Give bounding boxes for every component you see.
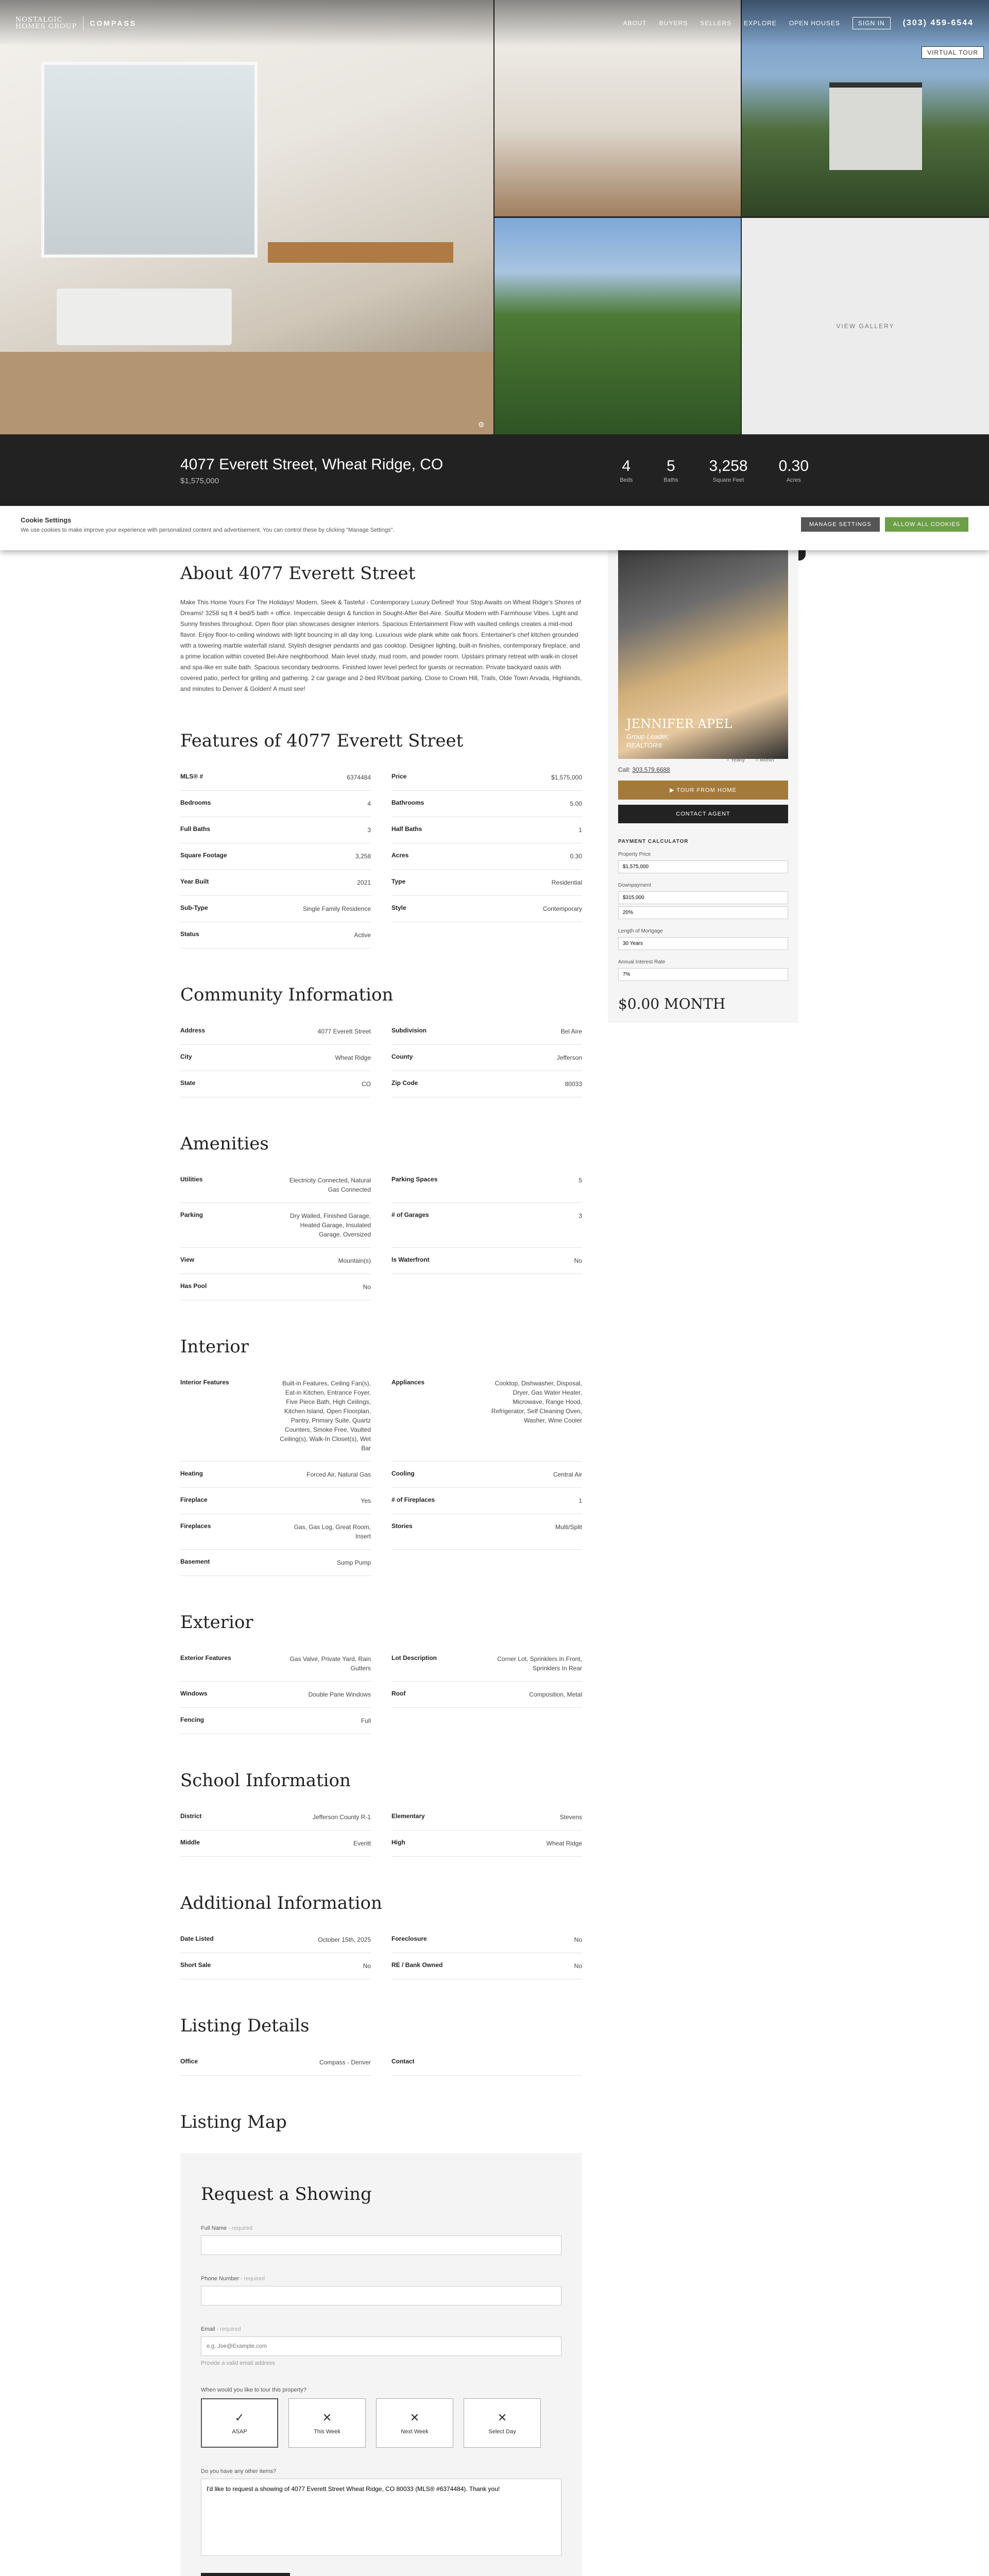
compass-logo: COMPASS [90,19,137,27]
detail-key: Office [180,2058,198,2065]
notes-field-group [201,2468,561,2557]
nav-about[interactable]: ABOUT [623,20,647,27]
detail-row [391,1167,582,1203]
agent-title [626,732,669,750]
detail-value: 2021 [357,879,371,886]
interior-title: Interior [180,1336,249,1357]
tour-option-asap[interactable] [201,2398,278,2448]
amenities-section [180,1133,582,1300]
detail-key: Basement [180,1558,210,1565]
detail-value: 3,258 [355,853,371,860]
detail-value: Gas Valve, Private Yard, Rain Gutters [289,1655,371,1672]
detail-value: Forced Air, Natural Gas [306,1471,371,1478]
listing-price: $1,575,000 [180,476,219,485]
request-showing-button[interactable] [201,2573,290,2576]
school-table [180,1804,582,1857]
required-marker: - required [228,2225,253,2231]
detail-row [180,1514,371,1550]
tour-option-label: Select Day [488,2429,516,2435]
detail-key: View [180,1256,195,1263]
detail-key: Elementary [391,1812,425,1820]
name-label-text: Full Name [201,2225,227,2231]
agent-sidebar [608,537,798,1023]
detail-row [180,1167,371,1203]
detail-value: Contemporary [542,905,582,912]
detail-value: No [574,1257,582,1264]
content-wrapper [0,506,989,2576]
tour-option-this-week[interactable] [288,2398,366,2448]
detail-value: No [574,1936,582,1943]
about-body: Make This Home Yours For The Holidays! Modern, Sleek & Tasteful - Contemporary Luxury Defined! Your Stop Awaits on Wheat Ridge's Shores of Dreams! 3258 sq ft 4 bed/5 bath + office. Impeccable design & function in Sought-After Bel-Aire. Soulful Modern with Farmhouse Vibes. Light and Sunny finishes throughout. Open floor plan showcases designer interiors. Spacious Entertainment Flow with vaulted ceilings creates a mid-mod flavor. Enjoy floor-to-ceiling windows with light bouncing in all day long. Luxurious wide plank white oak floors. Entertainer's chef kitchen grounded with a towering marble waterfall island. Stylish designer pendants and gas cooktop. Designer lighting, built-in finishes, contemporary fireplace, and a prime location within coveted Bel-Aire neighborhood. Main level study, mud room, and powder room. Upstairs primary retreat with walk-in closet and spa-like en suite bath. Spacious secondary bedrooms. Finished lower level perfect for guests or recreation. Private backyard oasis with covered patio, perfect for grilling and gathering. 2 car garage and 2-bed RV/boat parking. Close to Crown Hill, Trails, Olde Town Arvada, Highlands, and minutes to Denver & Golden! A must see! [180,599,582,692]
detail-key: High [391,1839,405,1846]
detail-key: Heating [180,1470,203,1477]
detail-value: Dry Walled, Finished Garage, Heated Garage, Insulated Garage, Oversized [290,1212,371,1238]
detail-value: 3 [578,1212,582,1219]
detail-key: Middle [180,1839,200,1846]
rate-label: Annual Interest Rate [618,959,666,965]
length-label: Length of Mortgage [618,928,663,934]
detail-row [391,1804,582,1831]
detail-value: Built-in Features, Ceiling Fan(s), Eat-in Kitchen, Entrance Foyer, Five Piece Bath, High Ceilings, Kitchen Island, Open Floorplan, Pantry, Primary Suite, Quartz Counters, Smoke Free, Vaulted Ceiling(s), Walk-In Closet(s), Wet Bar [280,1380,371,1452]
stat-beds [620,457,633,483]
detail-row [180,765,371,791]
additional-section [180,1893,582,1979]
agent-title-line1: Group Leader, [626,733,670,740]
notes-textarea[interactable] [201,2479,561,2556]
detail-row [391,1462,582,1488]
detail-row [180,1550,371,1576]
listing-details-section [180,2015,582,2076]
sign-in-button[interactable]: SIGN IN [852,17,891,29]
detail-row [391,1071,582,1097]
gallery-main-photo[interactable] [0,0,493,434]
contact-agent-button[interactable]: CONTACT AGENT [618,805,788,823]
stat-value: 3,258 [709,457,748,474]
nav-open-houses[interactable]: OPEN HOUSES [789,20,840,27]
brand[interactable] [15,16,137,30]
detail-row [391,1514,582,1550]
stat-label: Baths [663,477,678,483]
detail-row [391,896,582,922]
request-showing-form [180,2153,582,2576]
cookie-banner [0,506,989,550]
stat-label: Square Feet [712,477,744,483]
property-price-input[interactable] [618,860,788,873]
detail-row [391,765,582,791]
detail-key: MLS® # [180,773,203,780]
detail-value: 80033 [565,1080,582,1088]
detail-row [391,1682,582,1708]
detail-value: Everitt [353,1840,371,1847]
radio-yearly[interactable]: ○ Yearly [726,757,745,763]
detail-key: Fencing [180,1716,204,1723]
listing-address: 4077 Everett Street, Wheat Ridge, CO [180,455,444,473]
detail-key: Windows [180,1690,208,1697]
detail-key: Lot Description [391,1654,437,1662]
stat-label: Beds [620,477,633,483]
header-phone[interactable]: (303) 459-6544 [902,19,974,27]
nav-explore[interactable]: EXPLORE [744,20,777,27]
detail-row [391,817,582,843]
detail-value: Mountain(s) [338,1257,371,1264]
about-section [180,563,582,694]
agent-title-line2: REALTOR® [626,741,662,749]
main-nav [623,17,974,29]
detail-key: Acres [391,852,409,859]
amenities-title: Amenities [180,1133,269,1154]
down-label: Downpayment [618,883,651,888]
close-icon: ✕ [322,2411,332,2424]
nav-buyers[interactable]: BUYERS [659,20,688,27]
radio-label: Month [759,757,774,763]
detail-row [391,1488,582,1514]
detail-value: Full [361,1717,371,1724]
listing-map-section [180,2112,582,2132]
detail-row [391,1646,582,1682]
detail-key: Stories [391,1522,413,1530]
detail-row [180,896,371,922]
stat-baths [663,457,678,483]
detail-key: Type [391,878,406,885]
detail-key: Subdivision [391,1027,427,1034]
gear-icon[interactable]: ⚙ [478,420,485,429]
cookie-title: Cookie Settings [21,516,72,524]
detail-row [180,1071,371,1097]
detail-value: Compass - Denver [319,2059,371,2066]
detail-key: Short Sale [180,1961,211,1969]
site-header [0,0,989,46]
detail-key: Exterior Features [180,1654,231,1662]
interest-rate-input[interactable] [618,968,788,981]
agent-phone-link[interactable]: 303.579.6688 [632,766,670,773]
stat-value: 0.30 [778,457,809,474]
listing-map-title: Listing Map [180,2112,287,2132]
tour-field-group [201,2387,561,2448]
payment-period-radios [726,757,774,763]
detail-value: No [363,1283,371,1291]
tour-option-label: ASAP [232,2429,247,2435]
tour-from-home-button[interactable] [618,781,788,800]
detail-value: 1 [578,1497,582,1504]
detail-value: 5.00 [570,800,582,807]
detail-row [180,1370,371,1462]
detail-key: Year Built [180,878,209,885]
detail-row [180,1274,371,1300]
listing-stats [620,457,809,483]
detail-value: Wheat Ridge [546,1840,582,1847]
detail-value: 1 [578,826,582,834]
photo-house [829,82,922,170]
detail-key: Has Pool [180,1282,207,1290]
brand-line1: NOSTALGIC [15,16,63,24]
detail-value: 5 [578,1177,582,1184]
detail-row [391,1927,582,1953]
detail-value: Residential [551,879,582,886]
features-section [180,731,582,948]
community-table [180,1019,582,1097]
detail-key: State [180,1079,196,1087]
nav-sellers[interactable]: SELLERS [700,20,732,27]
phone-label-text: Phone Number [201,2276,239,2282]
view-gallery-label: VIEW GALLERY [836,323,895,330]
mortgage-length-select[interactable] [618,937,788,950]
detail-value: Stevens [559,1814,582,1821]
detail-key: Zip Code [391,1079,418,1087]
stat-value: 4 [622,457,631,474]
detail-row [391,1248,582,1274]
agent-photo [618,548,788,759]
photo-gallery [0,0,989,434]
tour-button-label: TOUR FROM HOME [676,787,737,793]
detail-value: Corner Lot, Sprinklers In Front, Sprinklers In Rear [497,1655,582,1672]
detail-row [180,2049,371,2076]
manage-settings-button[interactable]: MANAGE SETTINGS [801,517,880,532]
detail-row [391,1203,582,1248]
detail-key: # of Fireplaces [391,1496,435,1503]
detail-key: RE / Bank Owned [391,1961,443,1969]
cookie-text: We use cookies to make improve your experience with personalized content and advertisement. You can control these by clicking "Manage Settings". [21,527,395,533]
detail-key: Cooling [391,1470,415,1477]
photo-sofa [57,289,232,345]
detail-row [180,1927,371,1953]
detail-key: Style [391,904,406,911]
email-field-group [201,2326,561,2366]
amenities-table [180,1167,582,1300]
allow-cookies-button[interactable]: ALLOW ALL COOKIES [885,517,968,532]
detail-key: Full Baths [180,825,211,833]
detail-row [391,2049,582,2076]
school-title: School Information [180,1770,351,1791]
detail-key: Parking Spaces [391,1176,438,1183]
detail-key: Foreclosure [391,1935,427,1942]
additional-title: Additional Information [180,1893,382,1913]
name-field-group [201,2225,561,2255]
detail-key: Half Baths [391,825,422,833]
phone-input[interactable] [201,2286,561,2306]
payment-calculator [618,839,788,1012]
close-icon: ✕ [497,2411,507,2424]
detail-row [180,1248,371,1274]
detail-row [391,1953,582,1979]
detail-value: 6374484 [347,774,371,781]
detail-value: CO [362,1080,371,1088]
stat-label: Acres [786,477,801,483]
detail-value: Jefferson [556,1054,582,1061]
detail-value: No [363,1962,371,1970]
detail-row [391,1370,582,1462]
detail-row [180,1019,371,1045]
photo-floor [0,352,493,434]
detail-row [180,922,371,948]
listing-details-title: Listing Details [180,2015,310,2036]
detail-value: Cooktop, Dishwasher, Disposal, Dryer, Gas Water Heater, Microwave, Range Hood, Refrigerator, Self Cleaning Oven, Washer, Wine Cooler [491,1380,582,1424]
detail-row [180,1646,371,1682]
radio-label: Yearly [730,757,745,763]
interior-table [180,1370,582,1576]
detail-key: # of Garages [391,1211,429,1218]
detail-row [391,870,582,896]
detail-value: Composition, Metal [529,1691,582,1698]
detail-row [391,843,582,870]
detail-key: Is Waterfront [391,1256,430,1263]
detail-value: Central Air [553,1471,582,1478]
downpayment-input[interactable] [618,891,788,904]
detail-value: 4 [367,800,371,807]
video-icon: ▶ [670,787,677,793]
detail-row [180,1804,371,1831]
detail-row [180,817,371,843]
school-section [180,1770,582,1857]
email-label [201,2326,561,2332]
tour-option-next-week[interactable] [376,2398,453,2448]
brand-line2: HOMES GROUP [15,23,77,30]
detail-value: 0.30 [570,853,582,860]
exterior-table [180,1646,582,1734]
detail-key: Utilities [180,1176,203,1183]
detail-key: Sub-Type [180,904,208,911]
call-label: Call: [618,766,631,773]
detail-key: Price [391,773,407,780]
agent-call [618,766,788,773]
detail-row [391,1831,582,1857]
request-title: Request a Showing [201,2184,372,2205]
interior-section [180,1336,582,1576]
brand-logo[interactable] [15,16,77,30]
detail-row [391,791,582,817]
detail-key: Square Footage [180,852,227,859]
detail-key: Parking [180,1211,203,1218]
detail-key: Fireplace [180,1496,208,1503]
agent-name: JENNIFER APEL [626,717,732,731]
phone-label [201,2276,561,2282]
detail-row [391,1045,582,1071]
notes-label: Do you have any other items? [201,2468,277,2475]
detail-key: Fireplaces [180,1522,211,1530]
photo-table [268,242,453,263]
detail-row [180,1708,371,1734]
email-hint: Provide a valid email address [201,2360,275,2366]
detail-key: Bedrooms [180,799,211,806]
detail-key: Contact [391,2058,415,2065]
detail-value: 4077 Everett Street [317,1028,371,1035]
detail-key: County [391,1053,413,1060]
email-input[interactable] [201,2336,561,2356]
detail-row [180,791,371,817]
detail-value: Bel Aire [560,1028,582,1035]
detail-value: 3 [367,826,371,834]
detail-key: Date Listed [180,1935,214,1942]
tour-option-label: This Week [314,2429,340,2435]
virtual-tour-button[interactable]: VIRTUAL TOUR [922,46,984,59]
tour-options [201,2398,561,2448]
view-gallery-button[interactable] [742,218,989,434]
features-title: Features of 4077 Everett Street [180,731,464,751]
radio-month[interactable]: ○ Month [755,757,774,763]
stat-acres [779,457,809,483]
exterior-section [180,1612,582,1734]
detail-row [180,1045,371,1071]
community-title: Community Information [180,985,394,1005]
detail-row [180,1488,371,1514]
photo-window [41,62,258,258]
monthly-payment: $0.00 MONTH [618,995,726,1012]
email-label-text: Email [201,2326,215,2332]
check-icon: ✓ [234,2411,245,2424]
detail-value: Electricity Connected, Natural Gas Connected [289,1177,371,1193]
main-content [180,506,582,2576]
required-marker: - required [216,2326,241,2332]
detail-value: Jefferson County R-1 [312,1814,371,1821]
price-label: Property Price [618,852,651,857]
detail-row [180,843,371,870]
listing-details-table [180,2049,582,2076]
community-section [180,985,582,1097]
gallery-thumb-3[interactable] [494,218,741,434]
detail-value: Double Pane Windows [308,1691,371,1698]
listing-bar [0,434,989,506]
detail-key: Roof [391,1690,406,1697]
detail-value: Gas, Gas Log, Great Room, Insert [294,1523,371,1540]
close-icon: ✕ [410,2411,420,2424]
detail-key: Interior Features [180,1379,229,1386]
detail-value: Wheat Ridge [335,1054,371,1061]
full-name-input[interactable] [201,2235,561,2255]
phone-field-group [201,2276,561,2306]
tour-option-select-day[interactable] [464,2398,541,2448]
required-marker: - required [241,2276,265,2282]
name-label [201,2225,561,2231]
detail-key: Appliances [391,1379,425,1386]
tour-option-label: Next Week [401,2429,429,2435]
detail-row [180,1953,371,1979]
stat-sqft [709,457,748,483]
tour-label: When would you like to tour this property? [201,2387,306,2393]
about-title: About 4077 Everett Street [180,563,416,584]
detail-value: October 15th, 2025 [318,1936,371,1943]
detail-row [180,870,371,896]
cookie-buttons [801,517,968,532]
detail-key: City [180,1053,192,1060]
detail-value: Active [354,931,371,939]
calculator-title: PAYMENT CALCULATOR [618,839,689,844]
detail-key: District [180,1812,202,1820]
detail-value: No [574,1962,582,1970]
features-table [180,765,582,948]
detail-value: Yes [361,1497,371,1504]
detail-value: Single Family Residence [302,905,371,912]
additional-table [180,1927,582,1979]
detail-row [391,1019,582,1045]
detail-value: $1,575,000 [551,774,582,781]
detail-row [180,1682,371,1708]
downpayment-percent-input[interactable] [618,906,788,919]
detail-key: Address [180,1027,206,1034]
exterior-title: Exterior [180,1612,253,1633]
stat-value: 5 [667,457,675,474]
detail-key: Status [180,930,199,938]
detail-row [180,1203,371,1248]
detail-row [180,1831,371,1857]
detail-row [180,1462,371,1488]
detail-key: Bathrooms [391,799,424,806]
detail-value: Sump Pump [336,1559,371,1566]
detail-value: Multi/Split [555,1523,582,1531]
